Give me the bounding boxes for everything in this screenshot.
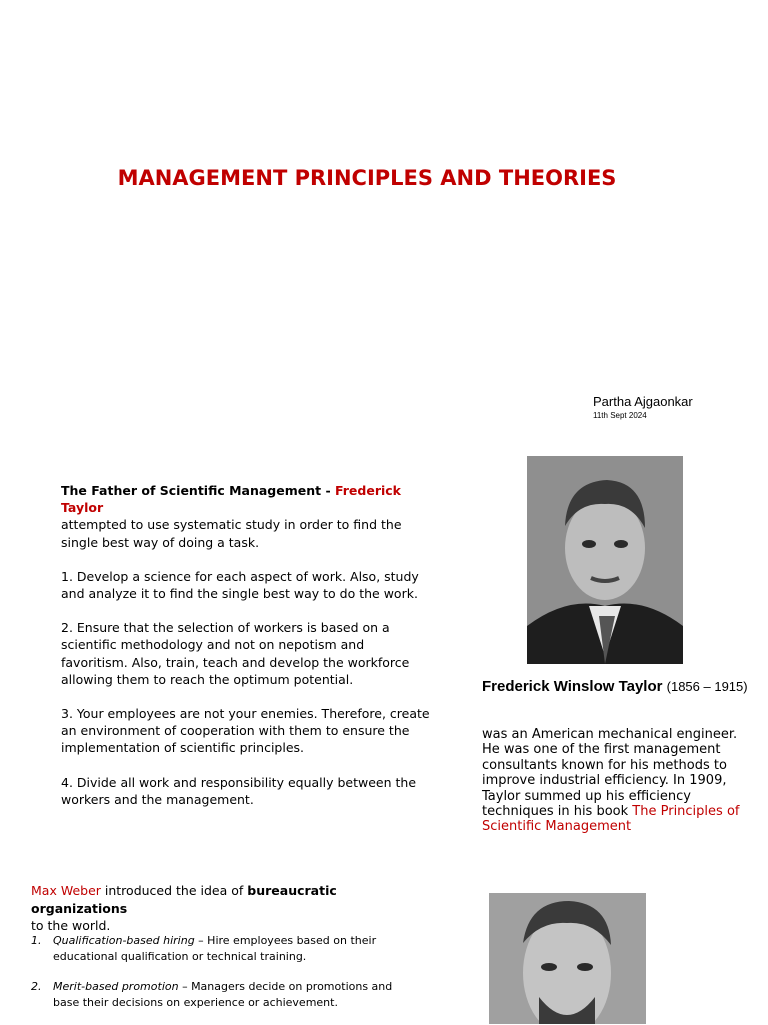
list-number: 1. bbox=[31, 934, 42, 947]
weber-intro bbox=[31, 882, 431, 935]
list-desc: – Hire employees based on their educational qualification or technical training. bbox=[53, 934, 377, 963]
list-number: 2. bbox=[31, 980, 42, 993]
bio-years: (1856 – 1915) bbox=[666, 679, 748, 694]
taylor-intro bbox=[61, 482, 431, 551]
taylor-bio bbox=[482, 727, 744, 835]
taylor-heading: The Father of Scientific Management - bbox=[61, 483, 336, 498]
book-title-link[interactable]: The Principles of Scientific Management bbox=[482, 804, 740, 835]
bio-description: was an American mechanical engineer. He was one of the first management consultants known for his methods to improve industrial efficiency. In 1909, Taylor summed up his efficiency techniques in his book bbox=[482, 727, 738, 820]
taylor-principle-3: 3. Your employees are not your enemies. Therefore, create an environment of cooperation with them to ensure the implementation of scientific principles. bbox=[61, 706, 430, 756]
bio-full-name: Frederick Winslow Taylor bbox=[482, 678, 663, 695]
taylor-principle-2: 2. Ensure that the selection of workers is based on a scientific methodology and not on nepotism and favoritism. Also, train, teach and develop the workforce allowing them to reach the optimum potential. bbox=[61, 620, 410, 687]
taylor-bio-name bbox=[482, 678, 752, 695]
taylor-intro-text: attempted to use systematic study in order to find the single best way of doing a task. bbox=[61, 517, 402, 550]
list-term: Merit-based promotion bbox=[53, 980, 179, 993]
weber-portrait bbox=[489, 893, 646, 1024]
author-name: Partha Ajgaonkar bbox=[593, 394, 693, 409]
list-item bbox=[31, 979, 421, 1011]
taylor-name-link: Frederick Taylor bbox=[61, 483, 401, 516]
taylor-principle-4: 4. Divide all work and responsibility equally between the workers and the management. bbox=[61, 774, 417, 807]
weber-name-link[interactable]: Max Weber bbox=[31, 883, 101, 898]
weber-intro-end: to the world. bbox=[31, 918, 111, 933]
list-term: Qualification-based hiring bbox=[53, 934, 195, 947]
weber-principles-list bbox=[31, 933, 421, 1025]
list-desc: – Managers decide on promotions and base their decisions on experience or achievement. bbox=[53, 980, 393, 1009]
document-date: 11th Sept 2024 bbox=[593, 411, 647, 420]
taylor-principle-1: 1. Develop a science for each aspect of work. Also, study and analyze it to find the single best way to do the work. bbox=[61, 568, 419, 602]
weber-intro-mid: introduced the idea of bbox=[100, 883, 248, 898]
weber-intro-bold: bureaucratic organizations bbox=[31, 883, 337, 916]
taylor-portrait bbox=[527, 456, 683, 664]
list-item bbox=[31, 933, 421, 965]
page-title: MANAGEMENT PRINCIPLES AND THEORIES bbox=[117, 166, 617, 190]
taylor-section bbox=[61, 482, 431, 825]
